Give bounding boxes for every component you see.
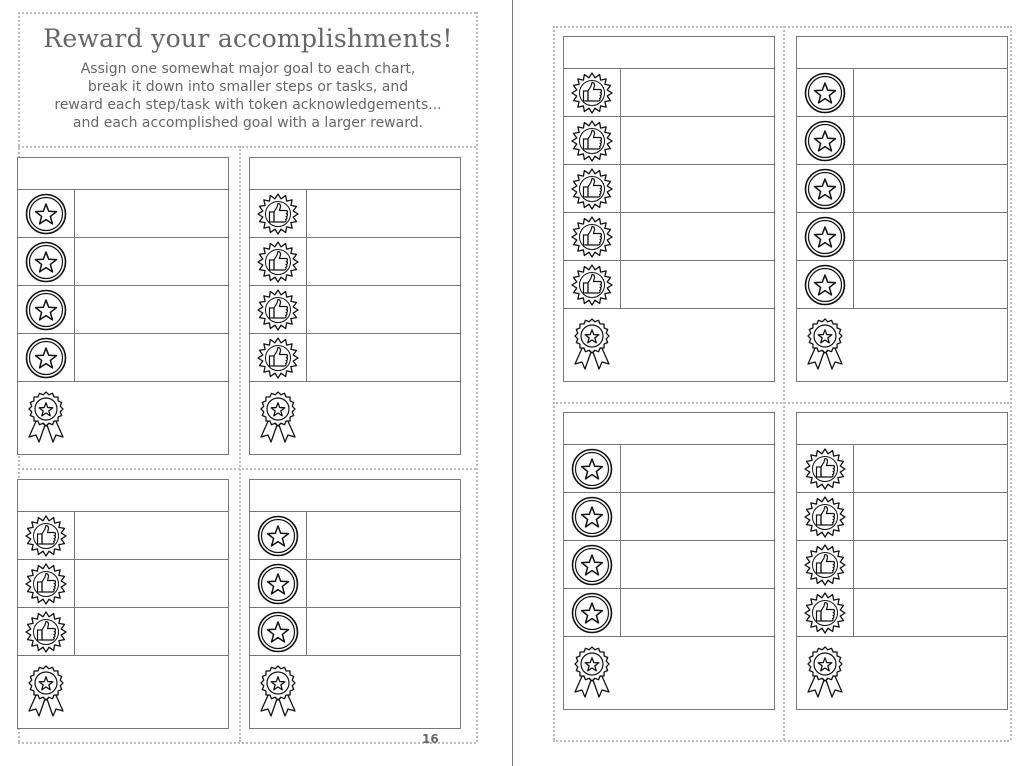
star-medal-icon (570, 543, 614, 587)
step-row (250, 560, 460, 608)
step-row (797, 117, 1007, 165)
thumbs-up-badge-icon (803, 543, 847, 587)
page-number: 16 (422, 732, 439, 746)
step-icon-cell (250, 560, 307, 607)
goal-chart (563, 412, 775, 710)
star-medal-icon (24, 240, 68, 284)
dotted-guide (553, 26, 1009, 28)
step-row (564, 261, 774, 309)
step-text-cell (75, 512, 228, 559)
step-row (18, 286, 228, 334)
ribbon-award-icon (805, 644, 845, 702)
step-row (564, 69, 774, 117)
step-icon-cell (564, 213, 621, 260)
dotted-guide (1010, 26, 1012, 740)
thumbs-up-badge-icon (24, 562, 68, 606)
goal-chart (249, 157, 461, 455)
star-medal-icon (256, 562, 300, 606)
step-text-cell (621, 541, 774, 588)
step-row (564, 117, 774, 165)
ribbon-award-icon (258, 389, 298, 447)
thumbs-up-badge-icon (256, 240, 300, 284)
ribbon-award-icon (572, 644, 612, 702)
instruction-line: Assign one somewhat major goal to each chart, (80, 61, 416, 77)
dotted-guide (553, 740, 1009, 742)
step-icon-cell (797, 213, 854, 260)
instructions (20, 60, 476, 132)
step-icon-cell (250, 608, 307, 655)
step-row (564, 541, 774, 589)
step-icon-cell (250, 334, 307, 381)
step-icon-cell (564, 165, 621, 212)
star-medal-icon (24, 192, 68, 236)
thumbs-up-badge-icon (256, 336, 300, 380)
thumbs-up-badge-icon (570, 215, 614, 259)
step-row (18, 190, 228, 238)
step-row (18, 512, 228, 560)
step-row (797, 165, 1007, 213)
step-icon-cell (797, 541, 854, 588)
reward-row (250, 382, 460, 454)
step-icon-cell (250, 512, 307, 559)
thumbs-up-badge-icon (570, 71, 614, 115)
thumbs-up-badge-icon (256, 192, 300, 236)
instruction-line: reward each step/task with token acknowledgements... (54, 97, 442, 113)
step-row (797, 69, 1007, 117)
thumbs-up-badge-icon (24, 610, 68, 654)
dotted-guide (553, 26, 555, 740)
ribbon-award-icon (805, 316, 845, 374)
step-text-cell (75, 608, 228, 655)
dotted-guide (553, 402, 1009, 404)
goal-chart (796, 36, 1008, 382)
step-icon-cell (250, 286, 307, 333)
step-icon-cell (797, 261, 854, 308)
star-medal-icon (803, 119, 847, 163)
star-medal-icon (803, 167, 847, 211)
thumbs-up-badge-icon (256, 288, 300, 332)
step-row (564, 165, 774, 213)
step-icon-cell (797, 69, 854, 116)
goal-row (564, 37, 774, 69)
reward-row (797, 637, 1007, 709)
step-row (797, 541, 1007, 589)
step-row (797, 261, 1007, 309)
step-row (18, 334, 228, 382)
reward-row (797, 309, 1007, 381)
thumbs-up-badge-icon (803, 447, 847, 491)
reward-row (18, 656, 228, 728)
goal-chart (796, 412, 1008, 710)
step-text-cell (75, 334, 228, 381)
step-row (250, 334, 460, 382)
step-text-cell (307, 286, 460, 333)
step-icon-cell (797, 493, 854, 540)
step-icon-cell (564, 117, 621, 164)
star-medal-icon (570, 591, 614, 635)
step-icon-cell (797, 445, 854, 492)
goal-row (18, 480, 228, 512)
dotted-guide (18, 742, 476, 744)
goal-chart (17, 479, 229, 729)
dotted-guide (18, 12, 476, 14)
step-row (797, 445, 1007, 493)
thumbs-up-badge-icon (570, 119, 614, 163)
goal-row (797, 413, 1007, 445)
step-text-cell (854, 213, 1007, 260)
step-row (797, 493, 1007, 541)
reward-row (250, 656, 460, 728)
step-row (250, 286, 460, 334)
goal-chart (17, 157, 229, 455)
step-text-cell (307, 238, 460, 285)
goal-chart (249, 479, 461, 729)
step-row (250, 190, 460, 238)
step-text-cell (75, 286, 228, 333)
step-text-cell (621, 213, 774, 260)
step-text-cell (621, 493, 774, 540)
step-row (564, 589, 774, 637)
star-medal-icon (803, 215, 847, 259)
step-icon-cell (797, 165, 854, 212)
step-text-cell (621, 69, 774, 116)
dotted-guide (239, 146, 241, 742)
step-icon-cell (18, 238, 75, 285)
step-row (564, 493, 774, 541)
thumbs-up-badge-icon (570, 263, 614, 307)
step-text-cell (75, 238, 228, 285)
step-icon-cell (18, 334, 75, 381)
dotted-guide (18, 146, 476, 148)
thumbs-up-badge-icon (570, 167, 614, 211)
step-text-cell (854, 493, 1007, 540)
thumbs-up-badge-icon (24, 514, 68, 558)
dotted-guide (476, 12, 478, 742)
step-row (250, 608, 460, 656)
instruction-line: break it down into smaller steps or tasks, and (87, 79, 409, 95)
step-text-cell (621, 261, 774, 308)
star-medal-icon (570, 495, 614, 539)
step-text-cell (621, 165, 774, 212)
step-icon-cell (18, 190, 75, 237)
dotted-guide (18, 468, 476, 470)
step-icon-cell (564, 589, 621, 636)
reward-row (564, 309, 774, 381)
goal-row (797, 37, 1007, 69)
step-text-cell (621, 589, 774, 636)
step-row (564, 445, 774, 493)
page-header (20, 22, 476, 132)
star-medal-icon (24, 288, 68, 332)
step-row (250, 238, 460, 286)
step-row (564, 213, 774, 261)
star-medal-icon (570, 447, 614, 491)
ribbon-award-icon (572, 316, 612, 374)
step-icon-cell (797, 589, 854, 636)
step-text-cell (307, 334, 460, 381)
ribbon-award-icon (258, 663, 298, 721)
star-medal-icon (256, 514, 300, 558)
star-medal-icon (256, 610, 300, 654)
star-medal-icon (803, 263, 847, 307)
page-title: Reward your accomplishments! (43, 24, 453, 53)
step-text-cell (75, 190, 228, 237)
step-row (18, 238, 228, 286)
step-icon-cell (18, 512, 75, 559)
step-text-cell (854, 445, 1007, 492)
step-text-cell (854, 117, 1007, 164)
step-text-cell (307, 512, 460, 559)
goal-chart (563, 36, 775, 382)
step-icon-cell (564, 493, 621, 540)
goal-row (564, 413, 774, 445)
step-icon-cell (797, 117, 854, 164)
goal-row (250, 480, 460, 512)
step-icon-cell (18, 560, 75, 607)
step-icon-cell (250, 238, 307, 285)
step-icon-cell (18, 608, 75, 655)
step-text-cell (307, 608, 460, 655)
step-text-cell (854, 541, 1007, 588)
reward-row (18, 382, 228, 454)
ribbon-award-icon (26, 663, 66, 721)
step-row (18, 560, 228, 608)
step-row (797, 589, 1007, 637)
step-text-cell (854, 165, 1007, 212)
step-text-cell (854, 261, 1007, 308)
step-text-cell (854, 589, 1007, 636)
step-text-cell (854, 69, 1007, 116)
step-icon-cell (564, 445, 621, 492)
step-text-cell (621, 117, 774, 164)
step-icon-cell (250, 190, 307, 237)
step-icon-cell (564, 261, 621, 308)
dotted-guide (783, 26, 785, 740)
step-text-cell (75, 560, 228, 607)
reward-row (564, 637, 774, 709)
thumbs-up-badge-icon (803, 591, 847, 635)
goal-row (18, 158, 228, 190)
step-icon-cell (564, 69, 621, 116)
thumbs-up-badge-icon (803, 495, 847, 539)
instruction-line: and each accomplished goal with a larger reward. (72, 115, 424, 131)
step-row (797, 213, 1007, 261)
step-text-cell (307, 560, 460, 607)
goal-row (250, 158, 460, 190)
star-medal-icon (24, 336, 68, 380)
step-text-cell (307, 190, 460, 237)
step-text-cell (621, 445, 774, 492)
step-row (18, 608, 228, 656)
step-row (250, 512, 460, 560)
step-icon-cell (18, 286, 75, 333)
star-medal-icon (803, 71, 847, 115)
ribbon-award-icon (26, 389, 66, 447)
right-page (513, 0, 1024, 766)
step-icon-cell (564, 541, 621, 588)
